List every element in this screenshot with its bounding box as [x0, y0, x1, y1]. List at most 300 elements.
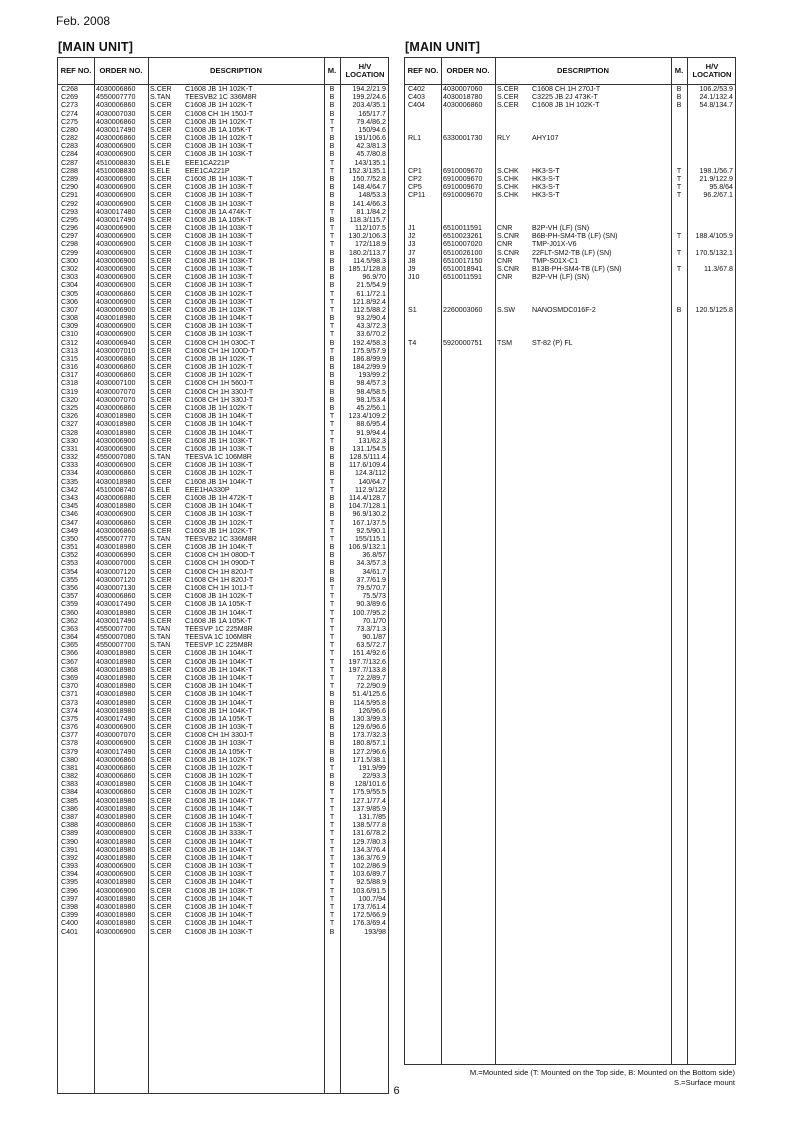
part-type: S.CER	[150, 714, 172, 723]
table-row	[58, 911, 388, 919]
ref-no: C401	[61, 927, 78, 936]
part-type: S.CER	[150, 837, 172, 846]
table-row	[58, 764, 388, 772]
order-no: 6510026100	[443, 248, 483, 257]
order-no: 4030006900	[96, 224, 136, 233]
part-number: C1608 JB 1H 102K-T	[185, 469, 253, 478]
location: 106.9/132.1	[348, 543, 386, 552]
mounted-side: T	[329, 903, 335, 911]
ref-no: C355	[61, 575, 78, 584]
ref-no: C300	[61, 256, 78, 265]
location: 21.5/54.9	[356, 281, 386, 290]
table-row	[405, 134, 735, 142]
order-no: 4030006900	[96, 870, 136, 879]
ref-no: C293	[61, 207, 78, 216]
mounted-side: T	[329, 346, 335, 355]
mounted-side: T	[329, 224, 335, 233]
location: 43.3/72.3	[356, 322, 386, 331]
mounted-side: T	[329, 518, 335, 527]
part-type: S.CHK	[497, 166, 519, 175]
ref-no: C335	[61, 477, 78, 486]
part-number: C1608 JB 1H 103K-T	[185, 886, 253, 895]
mounted-side: T	[329, 788, 335, 797]
part-number: HK3-S-T	[532, 191, 560, 200]
location: 70.1/70	[362, 616, 386, 625]
table-row	[405, 150, 735, 158]
location: 191/106.6	[354, 134, 386, 143]
location: 193/99.2	[358, 371, 386, 380]
table-row	[58, 723, 388, 731]
table-row	[58, 290, 388, 298]
order-no: 4030006860	[96, 526, 136, 535]
mounted-side: B	[329, 714, 335, 723]
part-number: C1608 JB 1H 103K-T	[185, 862, 253, 871]
order-no: 4030018980	[96, 477, 136, 486]
table-row	[58, 437, 388, 445]
order-no: 6510011591	[443, 273, 482, 282]
part-type: S.TAN	[150, 534, 171, 543]
table-row	[58, 862, 388, 870]
location: 72.2/89.7	[356, 673, 386, 682]
mounted-side: T	[329, 125, 335, 134]
part-number: ST-82 (P) FL	[532, 338, 573, 347]
order-no: 4510008830	[96, 158, 136, 167]
table-row	[405, 183, 735, 191]
location: 90.3/89.6	[356, 600, 386, 609]
table-row	[58, 919, 388, 927]
part-number: C1608 JB 1H 103K-T	[185, 436, 253, 445]
part-type: S.CER	[150, 919, 172, 928]
part-type: S.TAN	[150, 453, 171, 462]
part-type: S.CER	[150, 494, 172, 502]
order-no: 4030006860	[96, 289, 136, 298]
part-type: S.SW	[497, 305, 516, 314]
ref-no: C382	[61, 772, 78, 781]
order-no: 4030018980	[96, 420, 136, 429]
table-row	[405, 216, 735, 224]
ref-no: CP1	[408, 166, 422, 175]
ref-no: C332	[61, 453, 78, 462]
table-row	[58, 183, 388, 191]
mounted-side: T	[329, 592, 335, 601]
part-number: C1608 JB 1H 104K-T	[185, 804, 253, 813]
table-row	[58, 134, 388, 142]
order-no: 4030006900	[96, 927, 136, 936]
table-row	[58, 682, 388, 690]
mounted-side: B	[329, 314, 335, 323]
order-no: 4030006860	[96, 755, 136, 764]
mounted-side: B	[676, 85, 682, 93]
table-row	[58, 453, 388, 461]
table-row	[58, 240, 388, 248]
part-number: C1608 JB 1H 103K-T	[185, 273, 253, 282]
ref-no: C380	[61, 755, 78, 764]
part-number: C1608 JB 1A 105K-T	[185, 616, 252, 625]
table-row	[58, 813, 388, 821]
part-type: S.CER	[150, 649, 172, 658]
table-row	[58, 592, 388, 600]
part-type: S.CER	[150, 813, 172, 822]
part-type: S.CER	[150, 215, 172, 224]
mounted-side: T	[329, 477, 335, 486]
order-no: 4030006860	[96, 763, 136, 772]
ref-no: C371	[61, 690, 78, 699]
table-row	[405, 159, 735, 167]
order-no: 4030017490	[96, 125, 136, 134]
table-row	[58, 731, 388, 739]
part-number: C1608 JB 1H 104K-T	[185, 543, 253, 552]
col-order-no: ORDER NO.	[446, 65, 490, 75]
table-row	[58, 216, 388, 224]
mounted-side: T	[329, 240, 335, 249]
mounted-side: T	[329, 583, 335, 592]
order-no: 4030006860	[96, 772, 136, 781]
part-number: C1608 CH 1H 330J-T	[185, 731, 254, 740]
ref-no: C349	[61, 526, 78, 535]
part-number: C1608 JB 1H 333K-T	[185, 829, 253, 838]
location: 73.3/71.3	[356, 624, 386, 633]
left-unit-title: [MAIN UNIT]	[58, 40, 134, 54]
location: 75.5/73	[362, 592, 386, 601]
mounted-side: T	[329, 436, 335, 445]
table-row	[58, 748, 388, 756]
mounted-side: B	[329, 723, 335, 732]
mounted-side: B	[329, 264, 335, 273]
order-no: 4030006900	[96, 240, 136, 249]
order-no: 6910009670	[443, 191, 483, 200]
location: 22/93.3	[362, 772, 386, 781]
ref-no: C359	[61, 600, 78, 609]
mounted-side: B	[329, 772, 335, 781]
location: 131.6/78.2	[352, 829, 386, 838]
location: 150.7/52.8	[352, 174, 386, 183]
ref-no: C296	[61, 224, 78, 233]
part-number: C1608 JB 1H 103K-T	[185, 461, 253, 470]
table-row	[58, 797, 388, 805]
part-type: S.CER	[150, 305, 172, 314]
location: 127.1/77.4	[352, 796, 386, 805]
location: 112.9/122	[354, 485, 386, 494]
part-type: S.CER	[150, 412, 172, 421]
part-number: C1608 JB 1H 104K-T	[185, 780, 253, 789]
legend-surface-mount: S.=Surface mount	[674, 1078, 735, 1087]
part-number: C1608 CH 1H 820J-T	[185, 575, 254, 584]
order-no: 4030006860	[96, 469, 136, 478]
mounted-side: B	[329, 371, 335, 380]
part-number: C1608 JB 1H 104K-T	[185, 845, 253, 854]
part-type: S.CER	[150, 150, 172, 159]
part-number: C1608 JB 1H 104K-T	[185, 428, 253, 437]
order-no: 4030007060	[443, 85, 483, 93]
part-type: S.CER	[150, 690, 172, 699]
location: 141.4/66.3	[352, 199, 386, 208]
mounted-side: B	[329, 755, 335, 764]
table-row	[58, 829, 388, 837]
table-row	[58, 600, 388, 608]
order-no: 4030018980	[96, 813, 136, 822]
part-number: C1608 JB 1H 104K-T	[185, 665, 253, 674]
location: 184.2/99.9	[352, 363, 386, 372]
ref-no: C328	[61, 428, 78, 437]
part-number: C1608 JB 1H 104K-T	[185, 690, 253, 699]
part-type: S.CNR	[497, 264, 520, 273]
ref-no: C403	[408, 93, 425, 102]
ref-no: C302	[61, 264, 78, 273]
location: 88.6/95.4	[356, 420, 386, 429]
order-no: 4030006860	[96, 518, 136, 527]
location: 54.8/134.7	[699, 101, 733, 110]
order-no: 4030006900	[96, 264, 136, 273]
ref-no: C304	[61, 281, 78, 290]
part-number: HK3-S-T	[532, 183, 560, 192]
part-type: S.CER	[150, 444, 172, 453]
table-row	[58, 93, 388, 101]
order-no: 4550007770	[96, 93, 136, 102]
mounted-side: T	[676, 174, 682, 183]
order-no: 4550007700	[96, 624, 136, 633]
location: 175.9/55.5	[352, 788, 386, 797]
table-row	[405, 306, 735, 314]
location: 72.2/90.9	[356, 682, 386, 691]
part-type: S.CER	[150, 224, 172, 233]
order-no: 4030006860	[96, 592, 136, 601]
part-number: C1608 JB 1H 104K-T	[185, 878, 253, 887]
part-type: S.CER	[150, 821, 172, 830]
order-no: 4030006860	[96, 788, 136, 797]
table-row	[58, 625, 388, 633]
mounted-side: B	[329, 747, 335, 756]
table-row	[58, 699, 388, 707]
table-row	[58, 895, 388, 903]
part-number: C1608 JB 1H 102K-T	[185, 788, 253, 797]
part-type: S.CER	[150, 436, 172, 445]
ref-no: C377	[61, 731, 78, 740]
table-row	[405, 330, 735, 338]
location: 148/53.3	[358, 191, 386, 200]
ref-no: CP11	[408, 191, 426, 200]
order-no: 4550007770	[96, 534, 136, 543]
part-type: S.CER	[150, 142, 172, 151]
part-type: S.CER	[150, 543, 172, 552]
location: 126/96.6	[358, 706, 386, 715]
mounted-side: B	[329, 575, 335, 584]
table-row	[405, 85, 735, 93]
table-row	[58, 878, 388, 886]
left-parts-table	[57, 57, 389, 1094]
part-number: C1608 CH 1H 090D-T	[185, 559, 255, 568]
table-row	[58, 126, 388, 134]
order-no: 4030007100	[96, 379, 136, 388]
part-type: S.CER	[150, 281, 172, 290]
ref-no: CP5	[408, 183, 422, 192]
ref-no: C390	[61, 837, 78, 846]
part-number: C1608 CH 1H 560J-T	[185, 379, 254, 388]
table-row	[58, 780, 388, 788]
table-row	[58, 396, 388, 404]
table-row	[58, 322, 388, 330]
part-type: S.CER	[150, 264, 172, 273]
part-number: TMP-S01X-C1	[532, 256, 579, 265]
part-type: S.TAN	[150, 624, 171, 633]
order-no: 4030007000	[96, 559, 136, 568]
part-type: S.CER	[150, 248, 172, 257]
mounted-side: B	[329, 93, 335, 102]
order-no: 4030006900	[96, 273, 136, 282]
mounted-side: B	[329, 363, 335, 372]
location: 176.3/69.4	[352, 919, 386, 928]
mounted-side: B	[329, 698, 335, 707]
table-row	[58, 371, 388, 379]
location: 21.9/122.9	[699, 174, 733, 183]
ref-no: C350	[61, 534, 78, 543]
location: 199.2/24.6	[352, 93, 386, 102]
location: 138.5/77.8	[352, 821, 386, 830]
part-type: S.CER	[150, 510, 172, 519]
ref-no: C289	[61, 174, 78, 183]
table-row	[405, 118, 735, 126]
order-no: 4030006900	[96, 142, 136, 151]
table-row	[58, 461, 388, 469]
location: 155/115.1	[354, 534, 386, 543]
part-number: C1608 JB 1H 102K-T	[185, 85, 253, 93]
mounted-side: B	[329, 101, 335, 110]
location: 185.1/128.8	[348, 264, 386, 273]
part-number: C1608 JB 1A 474K-T	[185, 207, 252, 216]
part-number: C1608 JB 1H 104K-T	[185, 682, 253, 691]
location: 121.8/92.4	[352, 297, 386, 306]
table-row	[405, 175, 735, 183]
part-number: C1608 CH 1H 030C-T	[185, 338, 255, 347]
part-number: C1608 JB 1H 102K-T	[185, 763, 253, 772]
order-no: 4030018980	[96, 428, 136, 437]
table-row	[58, 200, 388, 208]
table-row	[405, 281, 735, 289]
ref-no: C309	[61, 322, 78, 331]
location: 175.9/57.9	[352, 346, 386, 355]
order-no: 6910009670	[443, 174, 483, 183]
table-row	[405, 249, 735, 257]
mounted-side: B	[329, 739, 335, 748]
mounted-side: B	[329, 494, 335, 502]
part-number: B6B-PH-SM4-TB (LF) (SN)	[532, 232, 618, 241]
mounted-side: T	[329, 633, 335, 642]
table-row	[58, 142, 388, 150]
location: 152.3/135.1	[348, 166, 386, 175]
location: 170.5/132.1	[695, 248, 733, 257]
order-no: 4030018780	[443, 93, 483, 102]
ref-no: C366	[61, 649, 78, 658]
part-type: S.CER	[150, 788, 172, 797]
part-number: C1608 JB 1H 102K-T	[185, 363, 253, 372]
order-no: 4030006900	[96, 461, 136, 470]
location: 167.1/37.5	[352, 518, 386, 527]
page-number: 6	[393, 1085, 400, 1097]
ref-no: C384	[61, 788, 78, 797]
part-number: C1608 JB 1H 104K-T	[185, 608, 253, 617]
mounted-side: B	[329, 379, 335, 388]
mounted-side: B	[329, 510, 335, 519]
location: 63.5/72.7	[356, 641, 386, 650]
part-number: NANOSMDC016F-2	[532, 305, 596, 314]
location: 136.3/76.9	[352, 853, 386, 862]
part-type: S.CER	[150, 289, 172, 298]
location: 42.3/81.3	[356, 142, 386, 151]
order-no: 4030006860	[96, 85, 136, 93]
part-number: HK3-S-T	[532, 166, 560, 175]
table-row	[405, 240, 735, 248]
part-number: C1608 JB 1H 104K-T	[185, 477, 253, 486]
part-type: S.CER	[150, 469, 172, 478]
order-no: 4030007010	[96, 346, 136, 355]
table-row	[58, 101, 388, 109]
ref-no: C385	[61, 796, 78, 805]
ref-no: RL1	[408, 134, 422, 143]
part-number: C1608 JB 1H 104K-T	[185, 314, 253, 323]
ref-no: C368	[61, 665, 78, 674]
order-no: 4030018980	[96, 649, 136, 658]
location: 103.6/89.7	[352, 870, 386, 879]
col-ref-no: REF NO.	[60, 65, 92, 75]
order-no: 4030007070	[96, 387, 136, 396]
part-number: C1608 JB 1H 103K-T	[185, 256, 253, 265]
table-row	[405, 273, 735, 281]
table-row	[58, 486, 388, 494]
ref-no: C269	[61, 93, 78, 102]
location: 36.8/57	[362, 551, 386, 560]
ref-no: C307	[61, 305, 78, 314]
part-type: S.CER	[150, 134, 172, 143]
ref-no: C400	[61, 919, 78, 928]
location: 112/107.5	[354, 224, 386, 233]
part-number: C1608 JB 1H 103K-T	[185, 199, 253, 208]
ref-no: C383	[61, 780, 78, 789]
part-type: CNR	[497, 273, 513, 282]
part-number: C1608 JB 1H 102K-T	[532, 101, 600, 110]
table-row	[405, 298, 735, 306]
part-number: C1608 JB 1A 105K-T	[185, 714, 252, 723]
ref-no: C352	[61, 551, 78, 560]
part-type: S.CER	[150, 346, 172, 355]
mounted-side: B	[676, 305, 682, 314]
part-number: C1608 CH 1H 820J-T	[185, 567, 254, 576]
part-type: S.CER	[150, 657, 172, 666]
order-no: 5920000751	[443, 338, 483, 347]
table-row	[58, 347, 388, 355]
mounted-side: B	[329, 248, 335, 257]
table-row	[58, 257, 388, 265]
part-type: S.CER	[150, 862, 172, 871]
order-no: 4030018980	[96, 706, 136, 715]
location: 194.2/21.9	[352, 85, 386, 93]
table-row	[58, 838, 388, 846]
part-type: S.ELE	[150, 166, 171, 175]
table-row	[58, 388, 388, 396]
location: 45.7/80.8	[356, 150, 386, 159]
table-header	[58, 58, 388, 85]
order-no: 4030017490	[96, 747, 136, 756]
location: 96.9/130.2	[352, 510, 386, 519]
table-row	[58, 420, 388, 428]
table-row	[405, 232, 735, 240]
table-row	[58, 887, 388, 895]
part-type: S.CER	[150, 845, 172, 854]
ref-no: C306	[61, 297, 78, 306]
ref-no: J7	[408, 248, 416, 257]
location: 172/118.9	[354, 240, 386, 249]
mounted-side: B	[329, 354, 335, 363]
order-no: 4030007030	[96, 109, 136, 118]
order-no: 4030006860	[96, 404, 136, 413]
